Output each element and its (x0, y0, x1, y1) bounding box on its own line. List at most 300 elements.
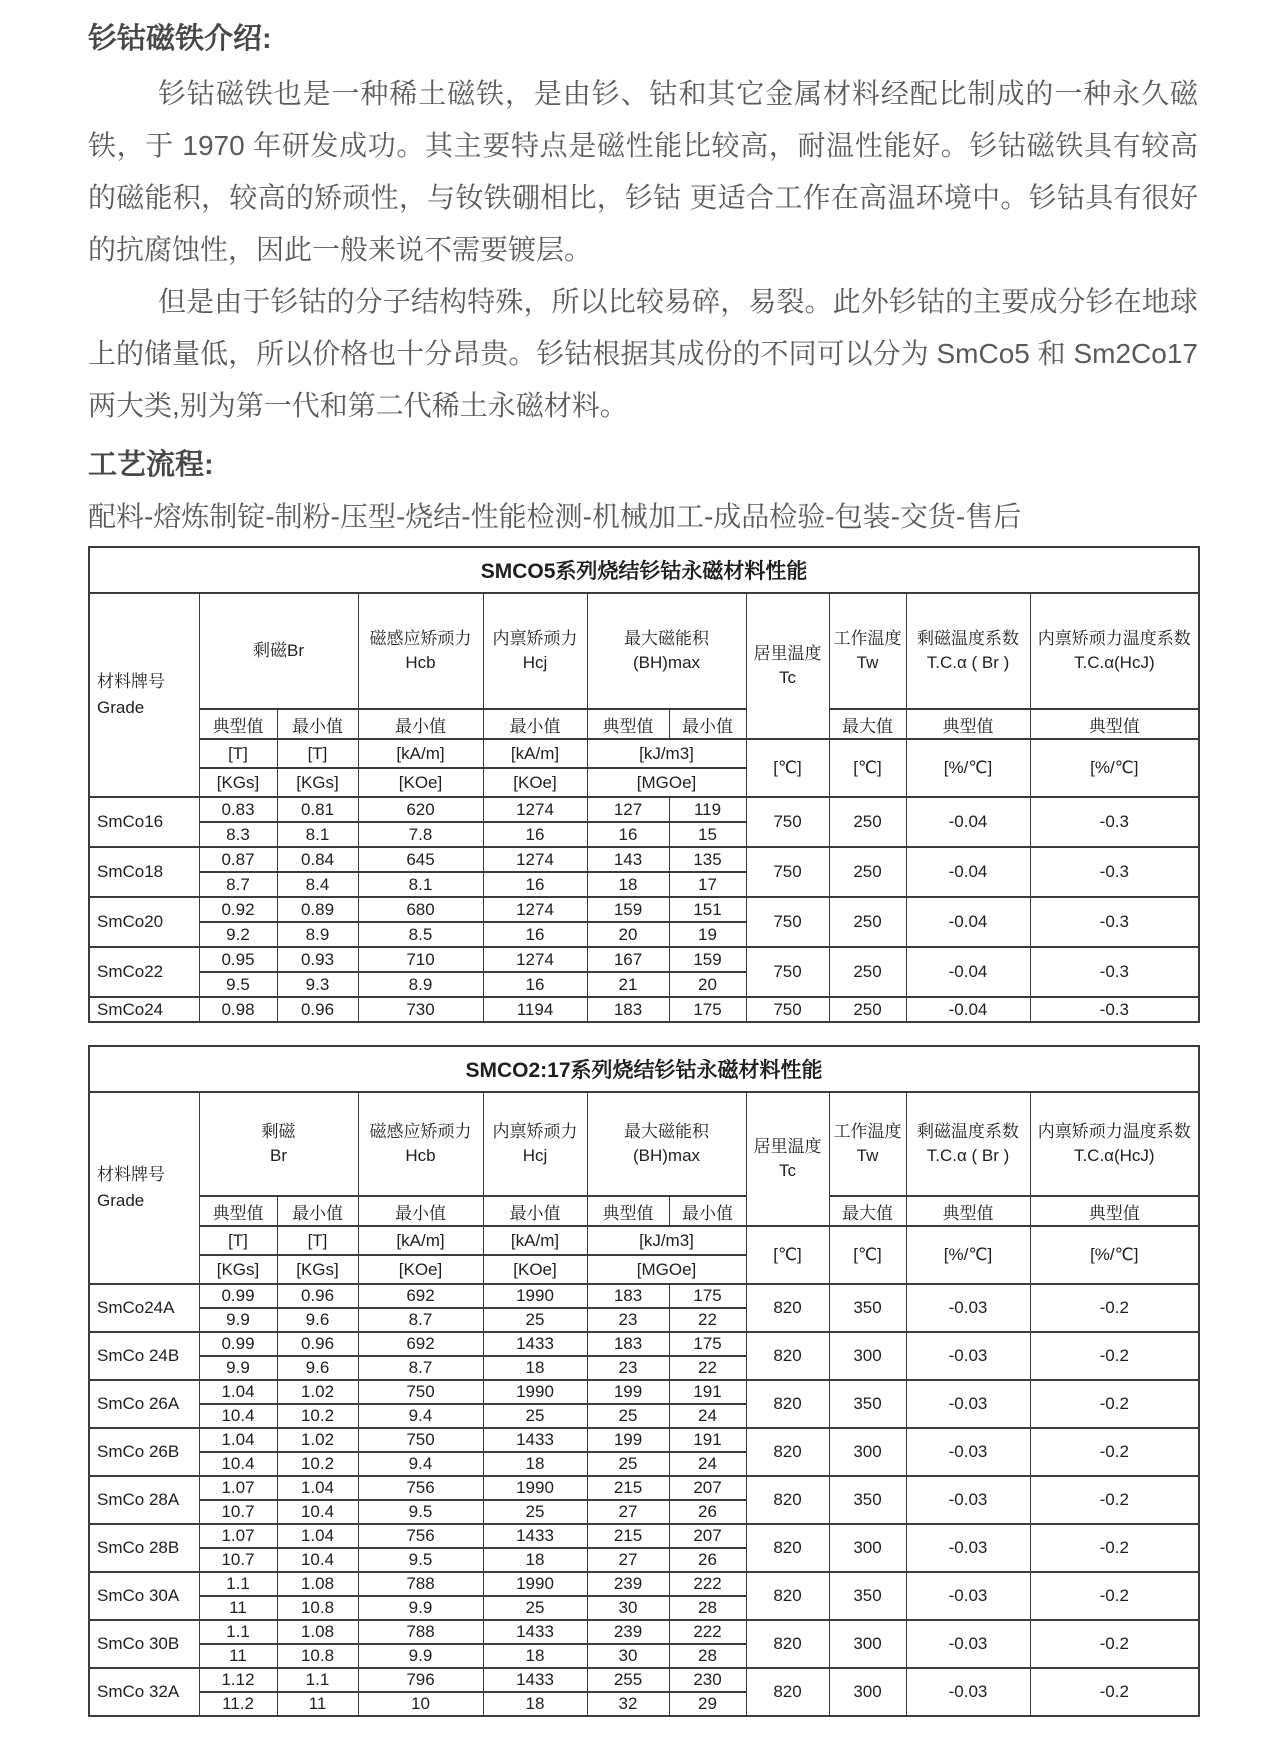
value-cell: 250 (829, 947, 906, 997)
grade-cell: SmCo16 (89, 797, 199, 847)
value-cell: -0.04 (906, 797, 1030, 847)
value-cell: 16 (587, 822, 669, 847)
value-cell: 27 (587, 1548, 669, 1572)
unit-cell: [T] (199, 1226, 277, 1255)
value-cell: 1.04 (199, 1380, 277, 1404)
subheader-cell: 典型值 (906, 1196, 1030, 1226)
value-cell: 788 (358, 1572, 483, 1596)
table-row (89, 997, 1199, 1022)
grade-cell: SmCo 32A (89, 1668, 199, 1716)
value-cell: -0.3 (1030, 897, 1199, 947)
value-cell: 820 (746, 1620, 829, 1668)
value-cell: 0.84 (277, 847, 358, 872)
value-cell: 9.5 (358, 1548, 483, 1572)
value-cell: 750 (358, 1380, 483, 1404)
subheader-cell: 最小值 (358, 709, 483, 739)
unit-cell: [KGs] (199, 1255, 277, 1284)
value-cell: 239 (587, 1572, 669, 1596)
value-cell: 1990 (483, 1476, 587, 1500)
unit-cell: [KGs] (277, 768, 358, 797)
value-cell: 18 (483, 1644, 587, 1668)
value-cell: 1.12 (199, 1668, 277, 1692)
unit-cell: [℃] (829, 1226, 906, 1284)
value-cell: 159 (669, 947, 746, 972)
column-header-cell: 工作温度 Tw (829, 1092, 906, 1196)
intro-paragraph-2: 但是由于钐钴的分子结构特殊，所以比较易碎，易裂。此外钐钴的主要成分钐在地球上的储量低，所以价格也十分昂贵。钐钴根据其成份的不同可以分为 SmCo5 和 Sm2Co17 两大类,别为第一代和第二代稀土永磁材料。 (88, 286, 1198, 421)
value-cell: 620 (358, 797, 483, 822)
grade-cell: SmCo22 (89, 947, 199, 997)
subheader-cell: 典型值 (1030, 1196, 1199, 1226)
value-cell: 207 (669, 1476, 746, 1500)
unit-cell: [%/℃] (906, 739, 1030, 797)
value-cell: 1.1 (199, 1620, 277, 1644)
column-header-cell: 剩磁温度系数 T.C.α ( Br ) (906, 1092, 1030, 1196)
value-cell: 1433 (483, 1524, 587, 1548)
value-cell: 1274 (483, 847, 587, 872)
unit-cell: [MGOe] (587, 1255, 746, 1284)
value-cell: 25 (483, 1404, 587, 1428)
value-cell: 645 (358, 847, 483, 872)
grade-cell: SmCo 26A (89, 1380, 199, 1428)
value-cell: 1.04 (199, 1428, 277, 1452)
value-cell: -0.2 (1030, 1284, 1199, 1332)
value-cell: 24 (669, 1452, 746, 1476)
smco217-performance-table (88, 1045, 1200, 1717)
table-row (89, 1196, 1199, 1226)
value-cell: 10.4 (277, 1500, 358, 1524)
value-cell: 300 (829, 1620, 906, 1668)
value-cell: 207 (669, 1524, 746, 1548)
value-cell: 1194 (483, 997, 587, 1022)
value-cell: 127 (587, 797, 669, 822)
value-cell: 25 (483, 1308, 587, 1332)
value-cell: 183 (587, 1332, 669, 1356)
value-cell: 750 (746, 847, 829, 897)
subheader-cell: 典型值 (1030, 709, 1199, 739)
value-cell: 222 (669, 1572, 746, 1596)
subheader-cell: 最小值 (483, 1196, 587, 1226)
table-row (89, 593, 1199, 709)
value-cell: -0.2 (1030, 1668, 1199, 1716)
table-row (89, 947, 1199, 972)
value-cell: 22 (669, 1356, 746, 1380)
value-cell: 18 (483, 1548, 587, 1572)
grade-header-cell: 材料牌号 Grade (89, 593, 199, 797)
value-cell: 159 (587, 897, 669, 922)
value-cell: 9.4 (358, 1452, 483, 1476)
value-cell: 175 (669, 1284, 746, 1308)
value-cell: 692 (358, 1332, 483, 1356)
unit-cell: [%/℃] (1030, 739, 1199, 797)
value-cell: 1.07 (199, 1476, 277, 1500)
value-cell: 10 (358, 1692, 483, 1716)
value-cell: -0.3 (1030, 997, 1199, 1022)
subheader-cell: 典型值 (199, 709, 277, 739)
value-cell: 1274 (483, 797, 587, 822)
smco5-performance-table (88, 546, 1200, 1023)
smco5-table-section (88, 546, 1198, 1023)
value-cell: 680 (358, 897, 483, 922)
value-cell: 23 (587, 1308, 669, 1332)
table-row (89, 897, 1199, 922)
subheader-cell: 最小值 (483, 709, 587, 739)
value-cell: 183 (587, 997, 669, 1022)
value-cell: 1990 (483, 1284, 587, 1308)
value-cell: 9.6 (277, 1356, 358, 1380)
unit-cell: [KOe] (358, 1255, 483, 1284)
value-cell: 11 (199, 1644, 277, 1668)
value-cell: 820 (746, 1332, 829, 1380)
value-cell: 8.3 (199, 822, 277, 847)
unit-cell: [kA/m] (358, 1226, 483, 1255)
value-cell: 10.4 (199, 1452, 277, 1476)
value-cell: -0.04 (906, 947, 1030, 997)
unit-cell: [%/℃] (1030, 1226, 1199, 1284)
value-cell: -0.03 (906, 1380, 1030, 1428)
value-cell: 1.1 (199, 1572, 277, 1596)
value-cell: 16 (483, 872, 587, 897)
unit-cell: [T] (277, 739, 358, 768)
value-cell: -0.2 (1030, 1380, 1199, 1428)
value-cell: -0.03 (906, 1620, 1030, 1668)
column-header-cell: 内禀矫顽力温度系数 T.C.α(HcJ) (1030, 1092, 1199, 1196)
table-row (89, 1046, 1199, 1092)
value-cell: 820 (746, 1524, 829, 1572)
value-cell: 8.9 (358, 972, 483, 997)
value-cell: 710 (358, 947, 483, 972)
unit-cell: [℃] (746, 739, 829, 797)
table-row (89, 1092, 1199, 1196)
value-cell: 250 (829, 847, 906, 897)
value-cell: 300 (829, 1668, 906, 1716)
value-cell: 16 (483, 972, 587, 997)
value-cell: 820 (746, 1668, 829, 1716)
value-cell: 1433 (483, 1668, 587, 1692)
column-header-cell: 内禀矫顽力 Hcj (483, 593, 587, 709)
grade-cell: SmCo 30B (89, 1620, 199, 1668)
value-cell: 8.5 (358, 922, 483, 947)
value-cell: 820 (746, 1572, 829, 1620)
grade-cell: SmCo 26B (89, 1428, 199, 1476)
value-cell: -0.03 (906, 1524, 1030, 1572)
subheader-cell: 最大值 (829, 709, 906, 739)
value-cell: -0.03 (906, 1668, 1030, 1716)
value-cell: 20 (669, 972, 746, 997)
table-row (89, 797, 1199, 822)
grade-cell: SmCo 28B (89, 1524, 199, 1572)
value-cell: 0.92 (199, 897, 277, 922)
value-cell: 23 (587, 1356, 669, 1380)
value-cell: 250 (829, 797, 906, 847)
subheader-cell: 典型值 (587, 709, 669, 739)
value-cell: 230 (669, 1668, 746, 1692)
value-cell: 0.96 (277, 997, 358, 1022)
value-cell: 17 (669, 872, 746, 897)
grade-cell: SmCo 30A (89, 1572, 199, 1620)
table-row (89, 1428, 1199, 1452)
value-cell: 191 (669, 1380, 746, 1404)
table-row (89, 1572, 1199, 1596)
unit-cell: [KGs] (277, 1255, 358, 1284)
value-cell: 0.89 (277, 897, 358, 922)
value-cell: 250 (829, 997, 906, 1022)
value-cell: 9.5 (358, 1500, 483, 1524)
value-cell: 10.7 (199, 1548, 277, 1572)
column-header-cell: 内禀矫顽力 Hcj (483, 1092, 587, 1196)
subheader-cell: 最小值 (669, 1196, 746, 1226)
value-cell: 10.7 (199, 1500, 277, 1524)
value-cell: 1990 (483, 1572, 587, 1596)
smco217-table-section (88, 1045, 1198, 1717)
value-cell: -0.03 (906, 1428, 1030, 1476)
unit-cell: [kA/m] (358, 739, 483, 768)
value-cell: -0.03 (906, 1572, 1030, 1620)
value-cell: 350 (829, 1284, 906, 1332)
value-cell: 199 (587, 1428, 669, 1452)
unit-cell: [KOe] (358, 768, 483, 797)
table-row (89, 847, 1199, 872)
value-cell: 215 (587, 1476, 669, 1500)
value-cell: 9.6 (277, 1308, 358, 1332)
unit-cell: [kJ/m3] (587, 739, 746, 768)
value-cell: 9.9 (358, 1596, 483, 1620)
unit-cell: [kA/m] (483, 1226, 587, 1255)
value-cell: 18 (483, 1356, 587, 1380)
value-cell: 1.08 (277, 1620, 358, 1644)
value-cell: 1.1 (277, 1668, 358, 1692)
value-cell: -0.04 (906, 997, 1030, 1022)
value-cell: 32 (587, 1692, 669, 1716)
value-cell: 8.1 (358, 872, 483, 897)
subheader-cell: 最小值 (358, 1196, 483, 1226)
table-row (89, 1620, 1199, 1644)
value-cell: 750 (746, 797, 829, 847)
value-cell: 1274 (483, 897, 587, 922)
table-gap (88, 1023, 1198, 1045)
table-row (89, 709, 1199, 739)
unit-cell: [KOe] (483, 1255, 587, 1284)
value-cell: -0.2 (1030, 1428, 1199, 1476)
value-cell: 11 (277, 1692, 358, 1716)
table-row (89, 1380, 1199, 1404)
value-cell: 175 (669, 1332, 746, 1356)
unit-cell: [%/℃] (906, 1226, 1030, 1284)
value-cell: 1.04 (277, 1476, 358, 1500)
value-cell: 9.9 (199, 1308, 277, 1332)
value-cell: -0.2 (1030, 1620, 1199, 1668)
value-cell: 25 (587, 1404, 669, 1428)
value-cell: 350 (829, 1572, 906, 1620)
value-cell: 1.02 (277, 1428, 358, 1452)
intro-heading: 钐钴磁铁介绍: (88, 23, 272, 55)
value-cell: 199 (587, 1380, 669, 1404)
value-cell: 167 (587, 947, 669, 972)
value-cell: 756 (358, 1524, 483, 1548)
value-cell: 7.8 (358, 822, 483, 847)
value-cell: 10.2 (277, 1452, 358, 1476)
value-cell: 9.5 (199, 972, 277, 997)
value-cell: 0.81 (277, 797, 358, 822)
value-cell: 300 (829, 1428, 906, 1476)
value-cell: 119 (669, 797, 746, 822)
value-cell: 756 (358, 1476, 483, 1500)
value-cell: 175 (669, 997, 746, 1022)
value-cell: 8.1 (277, 822, 358, 847)
unit-cell: [kA/m] (483, 739, 587, 768)
column-header-cell: 内禀矫顽力温度系数 T.C.α(HcJ) (1030, 593, 1199, 709)
value-cell: 15 (669, 822, 746, 847)
value-cell: 30 (587, 1596, 669, 1620)
value-cell: -0.3 (1030, 847, 1199, 897)
value-cell: 22 (669, 1308, 746, 1332)
value-cell: 730 (358, 997, 483, 1022)
table-title: SMCO2:17系列烧结钐钴永磁材料性能 (89, 1046, 1199, 1092)
value-cell: 26 (669, 1500, 746, 1524)
value-cell: 19 (669, 922, 746, 947)
value-cell: 9.9 (199, 1356, 277, 1380)
value-cell: 27 (587, 1500, 669, 1524)
column-header-cell: 剩磁温度系数 T.C.α ( Br ) (906, 593, 1030, 709)
value-cell: 135 (669, 847, 746, 872)
value-cell: 820 (746, 1476, 829, 1524)
value-cell: 18 (587, 872, 669, 897)
unit-cell: [kJ/m3] (587, 1226, 746, 1255)
subheader-cell: 最大值 (829, 1196, 906, 1226)
value-cell: -0.2 (1030, 1332, 1199, 1380)
value-cell: 300 (829, 1332, 906, 1380)
value-cell: 1.04 (277, 1524, 358, 1548)
value-cell: 1990 (483, 1380, 587, 1404)
value-cell: -0.03 (906, 1284, 1030, 1332)
table-title: SMCO5系列烧结钐钴永磁材料性能 (89, 547, 1199, 593)
value-cell: 183 (587, 1284, 669, 1308)
value-cell: 0.98 (199, 997, 277, 1022)
value-cell: 0.99 (199, 1332, 277, 1356)
subheader-cell: 典型值 (199, 1196, 277, 1226)
value-cell: 25 (483, 1500, 587, 1524)
value-cell: 1.02 (277, 1380, 358, 1404)
value-cell: 9.4 (358, 1404, 483, 1428)
intro-paragraph-1: 钐钴磁铁也是一种稀土磁铁，是由钐、钴和其它金属材料经配比制成的一种永久磁铁，于 1970 年研发成功。其主要特点是磁性能比较高，耐温性能好。钐钴磁铁具有较高的磁能积，较高的矫顽性，与钕铁硼相比，钐钴 更适合工作在高温环境中。钐钴具有很好的抗腐蚀性，因此一般来说不需要镀层。 (88, 78, 1198, 265)
value-cell: 10.4 (199, 1404, 277, 1428)
value-cell: 16 (483, 822, 587, 847)
process-heading: 工艺流程: (88, 449, 214, 481)
value-cell: 143 (587, 847, 669, 872)
value-cell: 8.7 (358, 1356, 483, 1380)
value-cell: 0.93 (277, 947, 358, 972)
grade-header-cell: 材料牌号 Grade (89, 1092, 199, 1284)
subheader-cell: 最小值 (277, 709, 358, 739)
value-cell: 8.9 (277, 922, 358, 947)
unit-cell: [MGOe] (587, 768, 746, 797)
table-row (89, 1668, 1199, 1692)
value-cell: 11 (199, 1596, 277, 1620)
grade-cell: SmCo 24B (89, 1332, 199, 1380)
value-cell: 820 (746, 1284, 829, 1332)
subheader-cell: 典型值 (587, 1196, 669, 1226)
column-header-cell: 工作温度 Tw (829, 593, 906, 709)
value-cell: 10.2 (277, 1404, 358, 1428)
grade-cell: SmCo18 (89, 847, 199, 897)
value-cell: 29 (669, 1692, 746, 1716)
value-cell: -0.3 (1030, 947, 1199, 997)
value-cell: 255 (587, 1668, 669, 1692)
value-cell: 26 (669, 1548, 746, 1572)
value-cell: -0.04 (906, 847, 1030, 897)
value-cell: 25 (587, 1452, 669, 1476)
unit-cell: [T] (199, 739, 277, 768)
table-row (89, 1332, 1199, 1356)
value-cell: 8.7 (199, 872, 277, 897)
value-cell: 30 (587, 1644, 669, 1668)
value-cell: 796 (358, 1668, 483, 1692)
grade-cell: SmCo20 (89, 897, 199, 947)
table-row (89, 1524, 1199, 1548)
value-cell: 191 (669, 1428, 746, 1452)
value-cell: 10.4 (277, 1548, 358, 1572)
value-cell: 10.8 (277, 1596, 358, 1620)
value-cell: 151 (669, 897, 746, 922)
value-cell: 1433 (483, 1620, 587, 1644)
value-cell: -0.04 (906, 897, 1030, 947)
column-header-cell: 剩磁 Br (199, 1092, 358, 1196)
value-cell: 750 (358, 1428, 483, 1452)
column-header-cell: 最大磁能积 (BH)max (587, 1092, 746, 1196)
value-cell: 0.96 (277, 1332, 358, 1356)
value-cell: 10.8 (277, 1644, 358, 1668)
grade-cell: SmCo 28A (89, 1476, 199, 1524)
subheader-cell: 最小值 (277, 1196, 358, 1226)
value-cell: 9.9 (358, 1644, 483, 1668)
table-row (89, 1226, 1199, 1255)
value-cell: 250 (829, 897, 906, 947)
value-cell: 1.08 (277, 1572, 358, 1596)
value-cell: 0.96 (277, 1284, 358, 1308)
grade-cell: SmCo24A (89, 1284, 199, 1332)
value-cell: 788 (358, 1620, 483, 1644)
value-cell: 28 (669, 1596, 746, 1620)
value-cell: 0.95 (199, 947, 277, 972)
unit-cell: [℃] (829, 739, 906, 797)
value-cell: 0.99 (199, 1284, 277, 1308)
value-cell: 9.3 (277, 972, 358, 997)
value-cell: -0.2 (1030, 1476, 1199, 1524)
value-cell: 1274 (483, 947, 587, 972)
table-row (89, 547, 1199, 593)
table-row (89, 1284, 1199, 1308)
value-cell: 16 (483, 922, 587, 947)
value-cell: -0.2 (1030, 1524, 1199, 1572)
column-header-cell: 居里温度 Tc (746, 593, 829, 739)
value-cell: -0.2 (1030, 1572, 1199, 1620)
column-header-cell: 磁感应矫顽力 Hcb (358, 593, 483, 709)
value-cell: 1433 (483, 1428, 587, 1452)
value-cell: 750 (746, 947, 829, 997)
value-cell: 750 (746, 897, 829, 947)
value-cell: 300 (829, 1524, 906, 1572)
value-cell: 692 (358, 1284, 483, 1308)
value-cell: 350 (829, 1476, 906, 1524)
grade-cell: SmCo24 (89, 997, 199, 1022)
column-header-cell: 剩磁Br (199, 593, 358, 709)
value-cell: 1433 (483, 1332, 587, 1356)
column-header-cell: 最大磁能积 (BH)max (587, 593, 746, 709)
value-cell: 0.87 (199, 847, 277, 872)
value-cell: 1.07 (199, 1524, 277, 1548)
value-cell: 25 (483, 1596, 587, 1620)
value-cell: -0.3 (1030, 797, 1199, 847)
value-cell: 820 (746, 1428, 829, 1476)
